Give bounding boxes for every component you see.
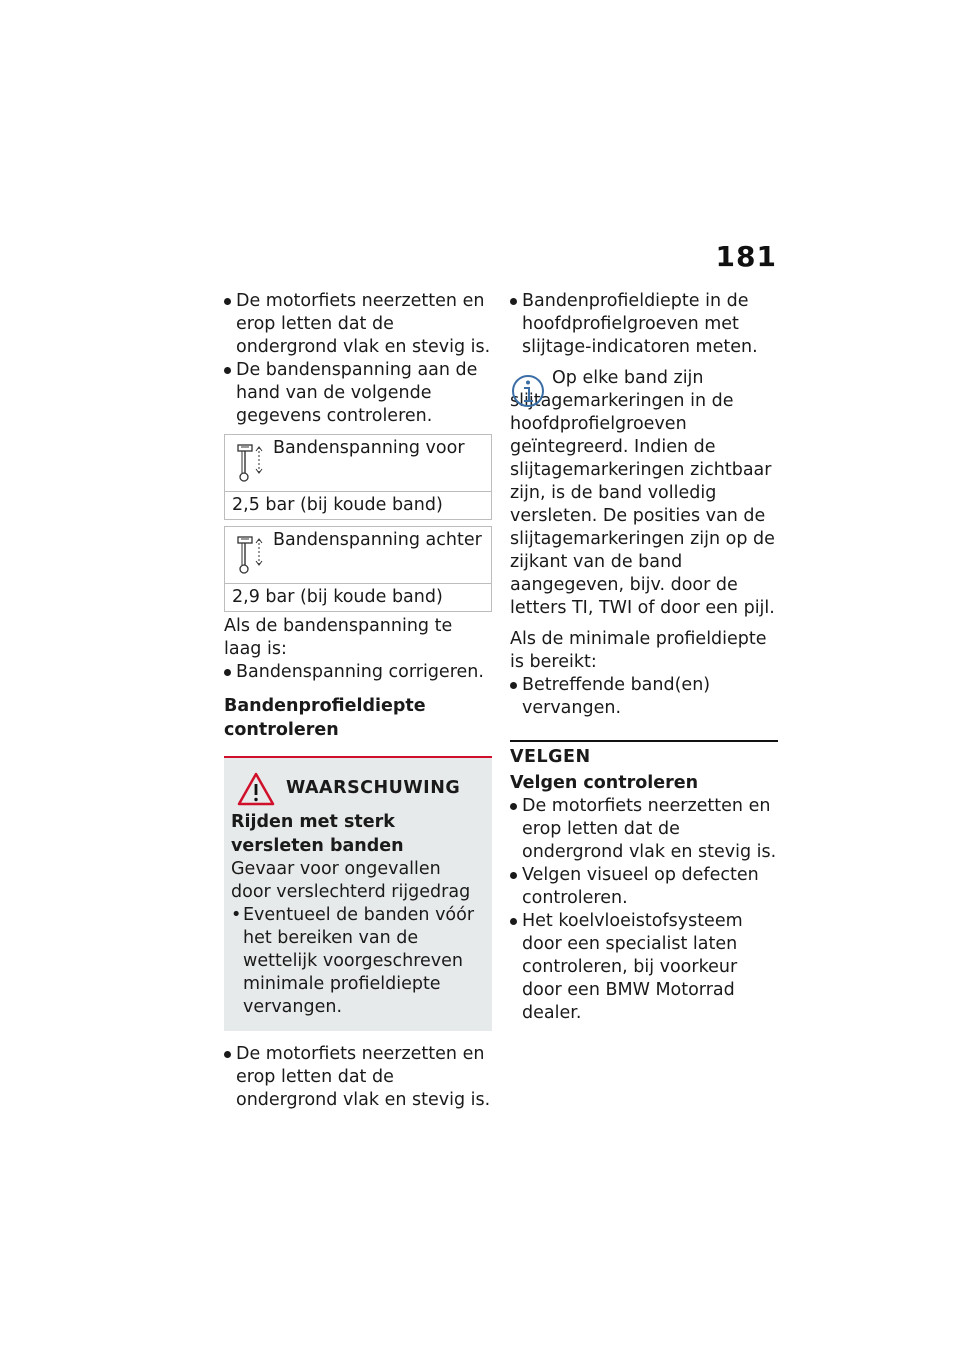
pressure-front-value: 2,5 bar (bij koude band) xyxy=(225,491,491,519)
list-item: De bandenspanning aan de hand van de volgende gegevens controleren. xyxy=(224,359,492,428)
pressure-rear-label: Bandenspanning achter xyxy=(273,530,482,550)
section-title-velgen: VELGEN xyxy=(510,740,778,767)
tire-pressure-gauge-icon xyxy=(235,443,265,487)
pressure-rear-box xyxy=(224,526,492,612)
list-item: Het koelvloeistofsysteem door een specialist laten controleren, bij voorkeur door een BMW Motorrad dealer. xyxy=(510,910,778,1025)
left-column xyxy=(224,290,492,1112)
info-text: Op elke band zijn slijtagemarkeringen in de hoofdprofielgroeven geïntegreerd. Indien de slijtagemarkeringen zichtbaar zijn, is de band volledig versleten. De posities van de slijtagemarkeringen zijn op de zijkant van de band aangegeven, bijv. door de letters TI, TWI of door een pijl. xyxy=(510,368,775,618)
pressure-rear-value: 2,9 bar (bij koude band) xyxy=(225,583,491,611)
list-item: Bandenspanning corrigeren. xyxy=(224,661,492,684)
pressure-front-label: Bandenspanning voor xyxy=(273,438,465,458)
info-note xyxy=(510,367,778,620)
list-item: De motorfiets neerzetten en erop letten dat de ondergrond vlak en stevig is. xyxy=(224,290,492,359)
list-item: Betreffende band(en) vervangen. xyxy=(510,674,778,720)
info-icon xyxy=(510,371,548,415)
paragraph-min-reached: Als de minimale profieldiepte is bereikt: xyxy=(510,629,767,672)
warning-triangle-icon xyxy=(237,772,275,810)
list-item: De motorfiets neerzetten en erop letten dat de ondergrond vlak en stevig is. xyxy=(510,795,778,864)
warning-list-item: • Eventueel de banden vóór het bereiken van de wettelijk voorgeschreven minimale profieldiepte vervangen. xyxy=(231,904,485,1019)
warning-title: WAARSCHUWING xyxy=(286,778,461,798)
page-number: 181 xyxy=(715,240,777,273)
list-item: De motorfiets neerzetten en erop letten dat de ondergrond vlak en stevig is. xyxy=(224,1043,492,1112)
warning-text: Gevaar voor ongevallen door verslechterd rijgedrag xyxy=(231,859,471,902)
warning-box xyxy=(224,756,492,1031)
section-heading-profile: Bandenprofieldiepte controleren xyxy=(224,696,426,740)
list-item: Velgen visueel op defecten controleren. xyxy=(510,864,778,910)
list-item: Bandenprofieldiepte in de hoofdprofielgroeven met slijtage-indicatoren meten. xyxy=(510,290,778,359)
subsection-heading: Velgen controleren xyxy=(510,773,699,793)
right-column xyxy=(510,290,778,1025)
paragraph-if-low: Als de bandenspanning te laag is: xyxy=(224,616,453,659)
tire-pressure-gauge-icon xyxy=(235,535,265,579)
pressure-front-box xyxy=(224,434,492,520)
warning-subtitle: Rijden met sterk versleten banden xyxy=(231,812,404,856)
